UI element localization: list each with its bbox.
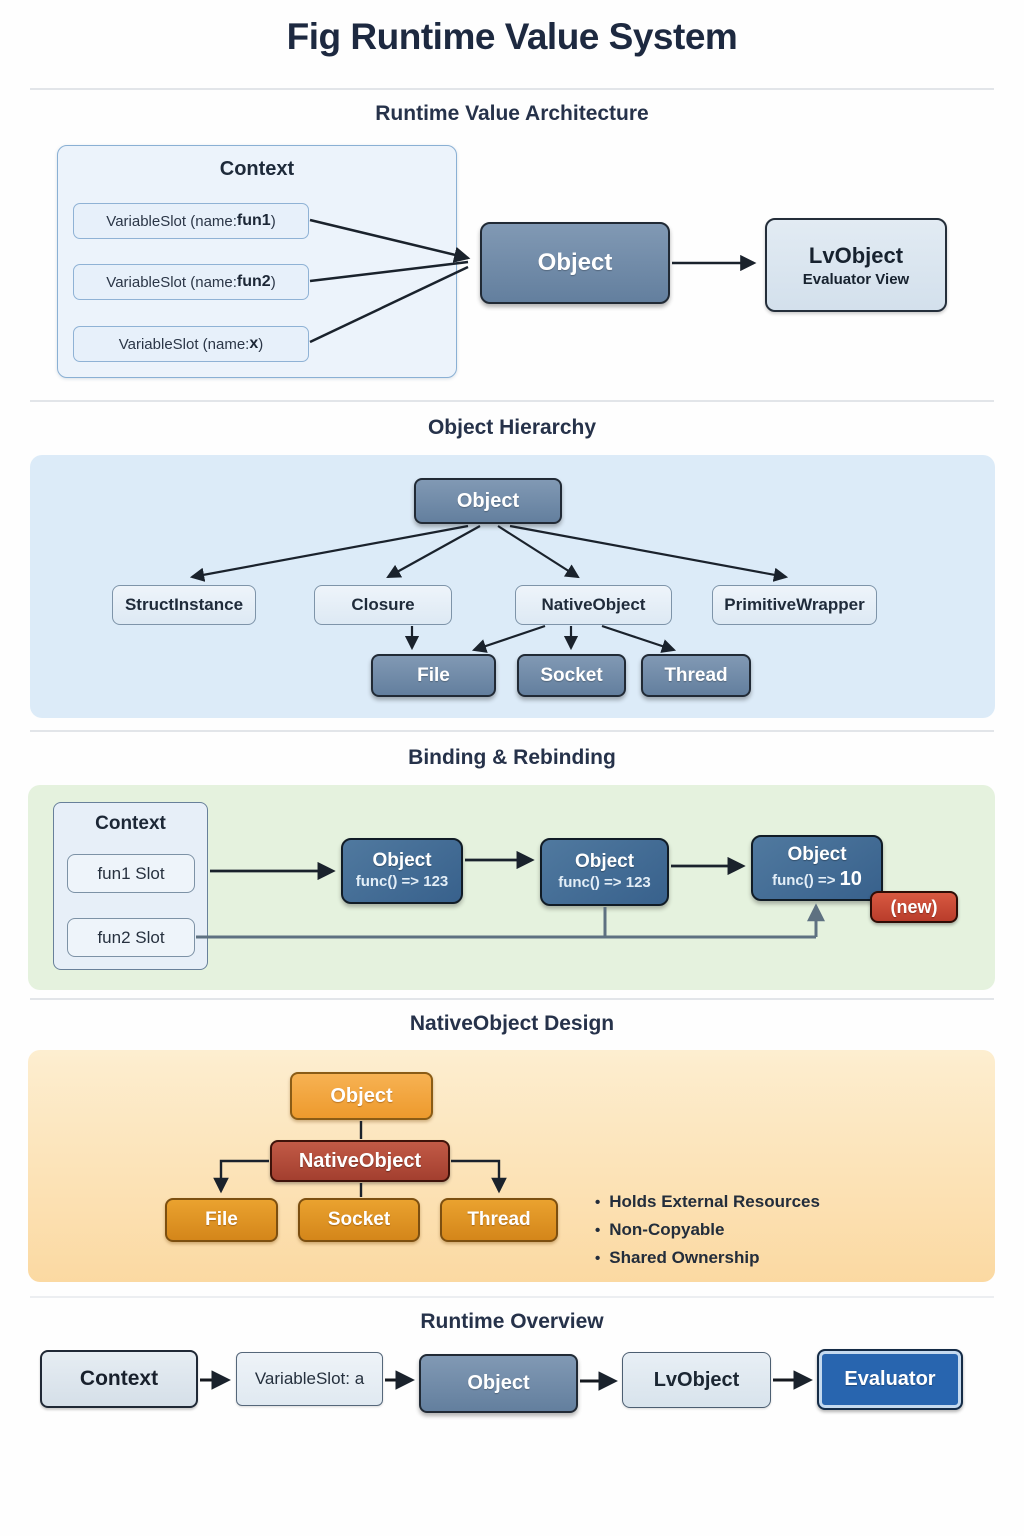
overview-context: Context <box>40 1350 198 1408</box>
divider-5 <box>30 1296 994 1298</box>
object-title: Object <box>574 851 635 873</box>
variableslot-x <box>73 326 309 362</box>
binding-context-label: Context <box>95 813 166 834</box>
slot-prefix: VariableSlot (name: <box>106 212 237 230</box>
object-title: Object <box>787 844 847 866</box>
new-badge: (new) <box>870 891 958 923</box>
hierarchy-nativeobject: NativeObject <box>515 585 672 625</box>
native-design-socket: Socket <box>298 1198 420 1242</box>
section-heading-hierarchy: Object Hierarchy <box>427 416 597 439</box>
bullet-holds-external-resources <box>595 1192 820 1212</box>
native-design-panel <box>28 1050 995 1282</box>
binding-context-container <box>53 802 208 970</box>
bullet-dot: • <box>595 1222 601 1239</box>
hierarchy-socket: Socket <box>517 654 626 697</box>
overview-evaluator: Evaluator <box>817 1349 963 1410</box>
variableslot-fun2 <box>73 264 309 300</box>
slot-name: x <box>249 335 259 352</box>
object-value: func() => 123 <box>558 874 651 892</box>
native-design-file: File <box>165 1198 278 1242</box>
hierarchy-file: File <box>371 654 496 697</box>
slot-suffix: ) <box>258 335 264 353</box>
fun2-slot: fun2 Slot <box>67 918 195 957</box>
divider-1 <box>30 88 994 90</box>
divider-2 <box>30 400 994 402</box>
slot-prefix: VariableSlot (name: <box>118 335 250 353</box>
lvobject-title: LvObject <box>808 242 904 268</box>
slot-suffix: ) <box>270 273 276 291</box>
slot-prefix: VariableSlot (name: <box>106 273 237 291</box>
hierarchy-structinstance: StructInstance <box>112 585 256 625</box>
lvobject-subtitle: Evaluator View <box>802 270 910 288</box>
binding-object-1 <box>341 838 463 904</box>
bullet-text: Shared Ownership <box>609 1248 760 1267</box>
bullet-non-copyable <box>595 1220 725 1240</box>
object-value-prefix: func() => <box>772 871 840 889</box>
slot-name: fun1 <box>236 212 271 229</box>
hierarchy-thread: Thread <box>641 654 751 697</box>
section-heading-binding: Binding & Rebinding <box>408 746 616 769</box>
variableslot-fun1 <box>73 203 309 239</box>
bullet-dot: • <box>595 1194 601 1211</box>
page-title: Fig Runtime Value System <box>286 16 738 57</box>
binding-object-3 <box>751 835 883 901</box>
object-node-architecture: Object <box>480 222 670 304</box>
divider-3 <box>30 730 994 732</box>
native-design-object: Object <box>290 1072 433 1120</box>
object-value: func() => 123 <box>355 873 449 891</box>
fun1-slot: fun1 Slot <box>67 854 195 893</box>
section-heading-overview: Runtime Overview <box>420 1310 604 1333</box>
slot-name: fun2 <box>236 273 271 290</box>
section-heading-native-design: NativeObject Design <box>409 1012 615 1035</box>
bullet-text: Holds External Resources <box>609 1192 820 1211</box>
native-design-thread: Thread <box>440 1198 558 1242</box>
hierarchy-root-object: Object <box>414 478 562 524</box>
overview-lvobject: LvObject <box>622 1352 771 1408</box>
object-title: Object <box>372 850 432 872</box>
overview-variableslot-a: VariableSlot: a <box>236 1352 383 1406</box>
context-container <box>57 145 457 378</box>
binding-object-2 <box>540 838 669 906</box>
divider-4 <box>30 998 994 1000</box>
overview-object: Object <box>419 1354 578 1413</box>
hierarchy-closure: Closure <box>314 585 452 625</box>
section-heading-architecture: Runtime Value Architecture <box>375 102 649 125</box>
bullet-shared-ownership <box>595 1248 759 1268</box>
context-label: Context <box>219 158 295 180</box>
hierarchy-primitivewrapper: PrimitiveWrapper <box>712 585 877 625</box>
slot-suffix: ) <box>270 212 276 230</box>
lvobject-node <box>765 218 947 312</box>
bullet-dot: • <box>595 1250 601 1267</box>
bullet-text: Non-Copyable <box>609 1220 725 1239</box>
object-value <box>772 867 862 892</box>
object-value-emph: 10 <box>839 867 862 890</box>
native-design-nativeobject: NativeObject <box>270 1140 450 1182</box>
